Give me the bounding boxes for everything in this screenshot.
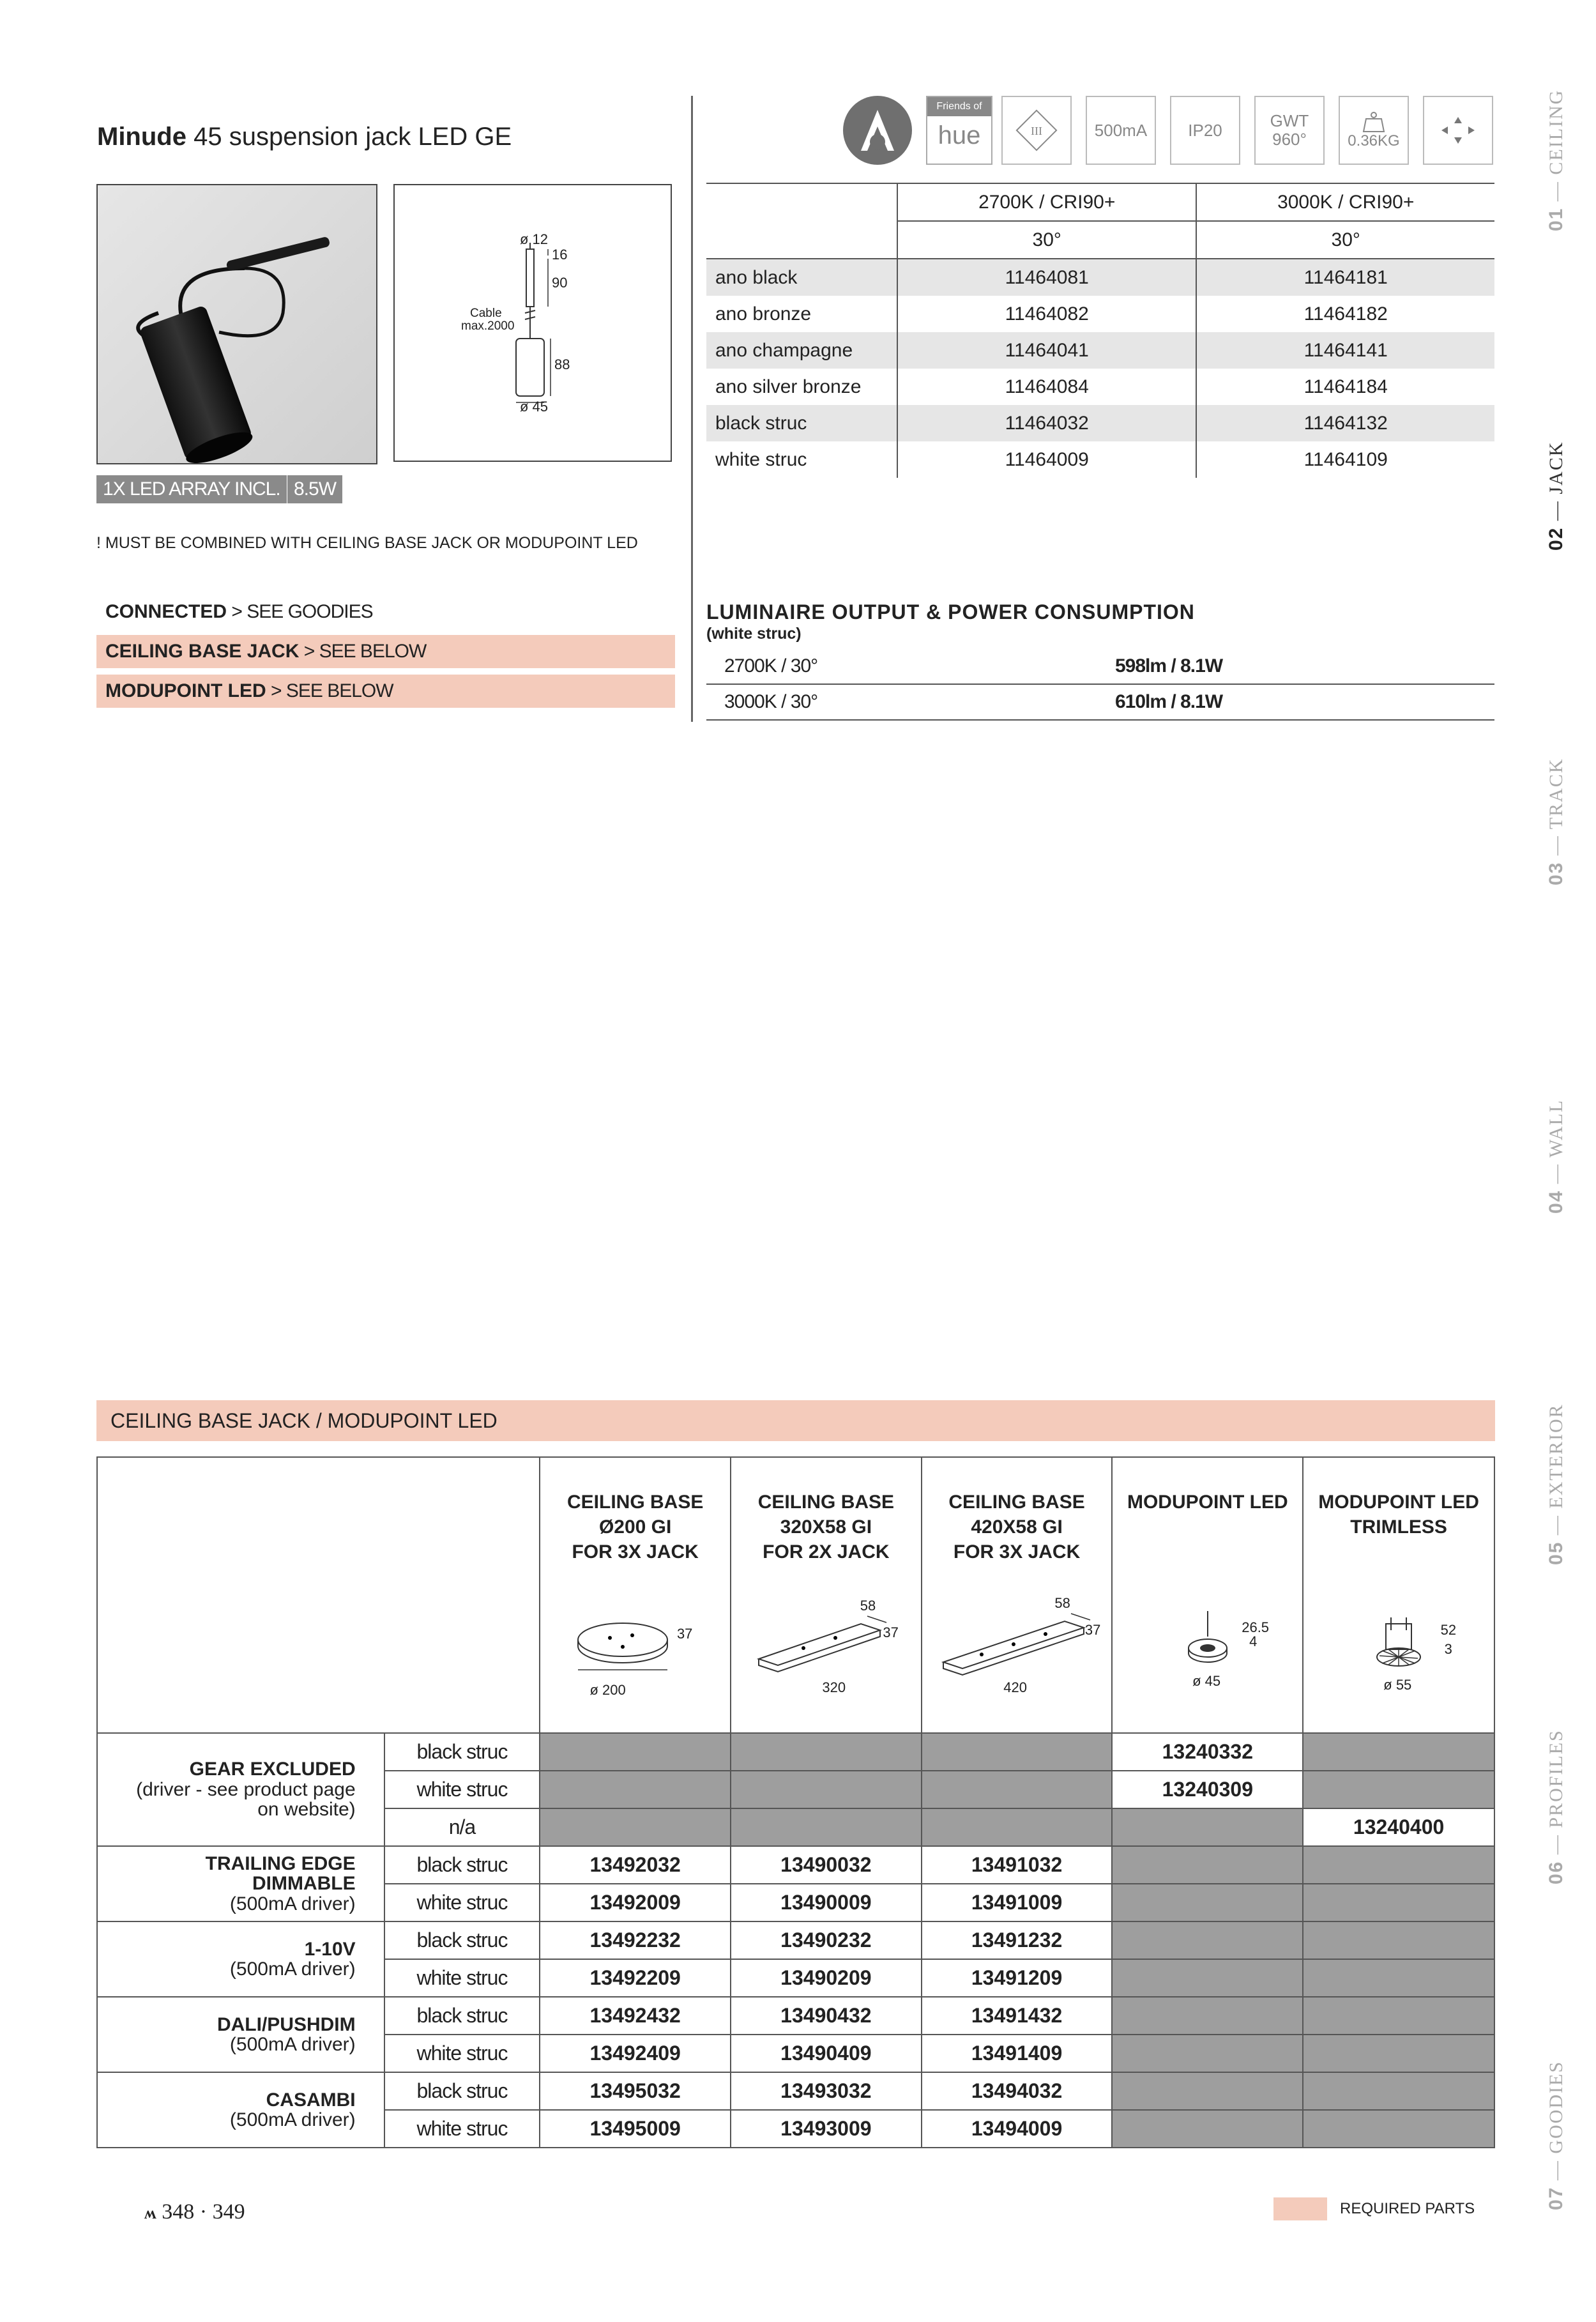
finish-cell: white struc	[384, 1959, 540, 1997]
article-code: 13491009	[922, 1884, 1113, 1921]
dimension-label: 37	[676, 1626, 693, 1642]
not-available-cell	[731, 1733, 922, 1771]
variant-row	[706, 405, 1494, 441]
sidebar-item-track[interactable]: 03 — TRACK	[1546, 758, 1567, 885]
article-code: 13492432	[540, 1997, 731, 2035]
not-available-cell	[1112, 2110, 1303, 2148]
article-code: 13492009	[540, 1884, 731, 1921]
finish-cell: white struc	[384, 1884, 540, 1921]
finish-cell: ano black	[706, 259, 897, 296]
legend-label: REQUIRED PARTS	[1340, 2200, 1475, 2217]
article-code: 11464184	[1196, 369, 1494, 405]
not-available-cell	[1303, 1733, 1494, 1771]
friends-of-label: Friends of	[927, 97, 991, 116]
article-code: 13490032	[731, 1846, 922, 1884]
link-modupoint-target: > SEE BELOW	[266, 680, 393, 701]
link-connected[interactable]	[96, 595, 675, 629]
driver-group-label	[97, 1997, 384, 2072]
not-available-cell	[1303, 2072, 1494, 2110]
driver-title: DALI/PUSHDIM	[217, 2013, 356, 2035]
article-code: 13240332	[1112, 1733, 1303, 1771]
friends-of-hue-icon	[926, 96, 992, 165]
product-column-header	[1303, 1457, 1494, 1733]
not-available-cell	[1303, 1921, 1494, 1959]
dimension-label: 52	[1440, 1622, 1457, 1638]
beam-2700k: 30°	[897, 221, 1196, 259]
not-available-cell	[540, 1733, 731, 1771]
sidebar-item-jack[interactable]: 02 — JACK	[1546, 441, 1567, 551]
dimension-label: 420	[1003, 1679, 1028, 1695]
link-modupoint-led[interactable]	[96, 675, 675, 708]
dimension-label: 58	[860, 1598, 876, 1614]
article-code: 11464084	[897, 369, 1196, 405]
article-code: 13494032	[922, 2072, 1113, 2110]
driver-group-label	[97, 1733, 384, 1846]
article-code: 11464032	[897, 405, 1196, 441]
article-code: 13491232	[922, 1921, 1113, 1959]
column-subtitle: 420X58 GI	[971, 1516, 1063, 1538]
dimension-label: 37	[1084, 1622, 1101, 1638]
not-available-cell	[1112, 1997, 1303, 2035]
finish-cell: white struc	[384, 1771, 540, 1808]
not-available-cell	[1303, 1771, 1494, 1808]
column-title: MODUPOINT LED	[1318, 1492, 1479, 1513]
driver-row	[97, 1846, 1494, 1884]
dim-90: 90	[552, 275, 568, 291]
sidebar-item-profiles[interactable]: 06 — PROFILES	[1546, 1729, 1567, 1884]
article-code: 11464181	[1196, 259, 1494, 296]
column-title: MODUPOINT LED	[1127, 1492, 1288, 1513]
driver-title: TRAILING EDGE DIMMABLE	[205, 1852, 356, 1895]
column-subtitle: Ø200 GI	[598, 1516, 672, 1538]
output-subtitle: (white struc)	[706, 625, 802, 643]
article-code: 13492409	[540, 2035, 731, 2072]
column-subtitle: TRIMLESS	[1350, 1516, 1447, 1538]
dim-cable: Cable	[470, 307, 502, 320]
header-3000k: 3000K / CRI90+	[1196, 184, 1494, 221]
variants-table	[706, 184, 1494, 478]
dim-16: 16	[552, 247, 568, 263]
not-available-cell	[1303, 1846, 1494, 1884]
article-code: 13493009	[731, 2110, 922, 2148]
column-title: CEILING BASE	[948, 1492, 1085, 1513]
finish-cell: black struc	[384, 1846, 540, 1884]
finish-cell: black struc	[384, 1997, 540, 2035]
weight-icon	[1339, 96, 1409, 165]
section-title-text: CEILING BASE JACK / MODUPOINT LED	[110, 1409, 498, 1432]
article-code: 13492209	[540, 1959, 731, 1997]
link-ceiling-base-label: CEILING BASE JACK	[105, 641, 300, 662]
finish-cell: ano bronze	[715, 303, 812, 325]
not-available-cell	[731, 1771, 922, 1808]
dimension-label: ø 200	[589, 1682, 626, 1698]
driver-group-label	[97, 1921, 384, 1997]
bases-table	[96, 1456, 1495, 2148]
sidebar-item-ceiling[interactable]: 01 — CEILING	[1546, 89, 1567, 231]
not-available-cell	[731, 1808, 922, 1846]
output-label: 3000K / 30°	[724, 691, 818, 712]
finish-cell: ano silver bronze	[715, 376, 862, 397]
driver-row	[97, 2072, 1494, 2110]
not-available-cell	[1303, 1959, 1494, 1997]
column-subtitle-2: FOR 3X JACK	[572, 1541, 699, 1562]
not-available-cell	[1303, 2110, 1494, 2148]
driver-row	[97, 1921, 1494, 1959]
article-code: 13490209	[731, 1959, 922, 1997]
output-row	[706, 685, 1494, 721]
driver-note: (500mA driver)	[229, 1893, 356, 1914]
variant-row	[706, 332, 1494, 369]
brand-logo-icon	[843, 96, 912, 165]
wattage-badge: 8.5W	[287, 475, 342, 503]
product-column-header	[731, 1457, 922, 1733]
not-available-cell	[1112, 2072, 1303, 2110]
variant-row	[706, 441, 1494, 478]
not-available-cell	[1112, 1884, 1303, 1921]
driver-note-2: on website)	[257, 1799, 356, 1821]
section-title	[96, 1400, 1495, 1441]
article-code: 13493032	[731, 2072, 922, 2110]
dimension-label: ø 55	[1383, 1677, 1412, 1693]
driver-title: 1-10V	[304, 1938, 356, 1960]
driver-title: CASAMBI	[266, 2089, 356, 2111]
legend-swatch	[1273, 2197, 1327, 2220]
driver-note: (500mA driver)	[229, 1959, 356, 1980]
dimension-label: ø 45	[1192, 1673, 1221, 1689]
column-drawing	[1303, 1592, 1494, 1700]
not-available-cell	[540, 1808, 731, 1846]
finish-cell: black struc	[384, 1921, 540, 1959]
finish-cell: white struc	[384, 2035, 540, 2072]
protection-class-icon	[1001, 96, 1072, 165]
not-available-cell	[1112, 2035, 1303, 2072]
weight-value: 0.36KG	[1348, 132, 1400, 149]
combination-notice: ! MUST BE COMBINED WITH CEILING BASE JACK OR MODUPOINT LED	[96, 534, 638, 552]
column-drawing	[540, 1592, 730, 1700]
article-code: 11464132	[1196, 405, 1494, 441]
article-code: 13491209	[922, 1959, 1113, 1997]
not-available-cell	[1303, 1884, 1494, 1921]
class-numeral: III	[1031, 125, 1042, 137]
article-code: 11464081	[897, 259, 1196, 296]
dimension-label: 58	[1054, 1595, 1070, 1611]
gwt-temp: 960°	[1272, 130, 1307, 149]
article-code: 13492232	[540, 1921, 731, 1959]
current-icon: 500mA	[1086, 96, 1156, 165]
driver-group-label	[97, 1846, 384, 1921]
not-available-cell	[540, 1771, 731, 1808]
not-available-cell	[1112, 1921, 1303, 1959]
article-code: 11464082	[897, 296, 1196, 332]
link-connected-target: > SEE GOODIES	[227, 601, 373, 622]
article-code: 11464041	[897, 332, 1196, 369]
column-title: CEILING BASE	[757, 1492, 895, 1513]
output-row	[706, 649, 1494, 685]
finish-cell: black struc	[706, 405, 897, 441]
article-code: 13490432	[731, 1997, 922, 2035]
driver-note: (500mA driver)	[229, 2109, 356, 2130]
output-value: 598lm / 8.1W	[1115, 655, 1223, 676]
product-column-header	[540, 1457, 731, 1733]
article-code: 13495032	[540, 2072, 731, 2110]
finish-cell: black struc	[384, 1733, 540, 1771]
dimension-label: 26.5	[1242, 1619, 1270, 1635]
dimension-label: 4	[1249, 1633, 1258, 1649]
not-available-cell	[1112, 1846, 1303, 1884]
not-available-cell	[1112, 1808, 1303, 1846]
driver-row	[97, 1997, 1494, 2035]
article-code: 11464141	[1196, 332, 1494, 369]
sidebar-item-wall[interactable]: 04 — WALL	[1546, 1099, 1567, 1214]
sidebar-item-exterior[interactable]: 05 — EXTERIOR	[1546, 1403, 1567, 1565]
driver-note: (500mA driver)	[229, 2034, 356, 2055]
glow-wire-icon	[1254, 96, 1325, 165]
header-2700k: 2700K / CRI90+	[897, 184, 1196, 221]
column-drawing	[922, 1592, 1112, 1700]
link-connected-label: CONNECTED	[105, 601, 227, 622]
led-array-badge: 1X LED ARRAY INCL.	[96, 475, 287, 503]
column-divider	[691, 96, 693, 722]
finish-cell: white struc	[384, 2110, 540, 2148]
driver-row	[97, 1733, 1494, 1771]
output-label: 2700K / 30°	[724, 655, 818, 676]
variant-row	[706, 296, 1494, 332]
hue-label: hue	[938, 121, 981, 149]
dimension-drawing	[393, 184, 672, 462]
not-available-cell	[922, 1771, 1113, 1808]
ip-rating-icon: IP20	[1170, 96, 1240, 165]
article-code: 13491409	[922, 2035, 1113, 2072]
driver-title: GEAR EXCLUDED	[189, 1759, 356, 1780]
not-available-cell	[1112, 1959, 1303, 1997]
article-code: 13494009	[922, 2110, 1113, 2148]
article-code: 13495009	[540, 2110, 731, 2148]
dim-diameter-top: ø 12	[520, 231, 549, 247]
article-code: 11464182	[1196, 296, 1494, 332]
not-available-cell	[922, 1808, 1113, 1846]
column-drawing	[1113, 1592, 1302, 1700]
column-title: CEILING BASE	[566, 1492, 704, 1513]
finish-cell: white struc	[715, 448, 807, 470]
variant-row	[706, 369, 1494, 405]
driver-group-label	[97, 2072, 384, 2148]
column-drawing	[731, 1592, 921, 1700]
not-available-cell	[1303, 1997, 1494, 2035]
adjustable-arrows-icon	[1423, 96, 1493, 165]
not-available-cell	[1303, 2035, 1494, 2072]
beam-3000k: 30°	[1196, 221, 1494, 259]
dim-diameter-bottom: ø 45	[520, 399, 549, 415]
gwt-label: GWT	[1270, 111, 1309, 131]
article-code: 13490009	[731, 1884, 922, 1921]
dim-88: 88	[554, 356, 570, 372]
not-available-cell	[922, 1733, 1113, 1771]
article-code: 13491032	[922, 1846, 1113, 1884]
article-code: 13240309	[1112, 1771, 1303, 1808]
product-column-header	[1112, 1457, 1303, 1733]
link-modupoint-label: MODUPOINT LED	[105, 680, 266, 701]
output-value: 610lm / 8.1W	[1115, 691, 1223, 712]
link-ceiling-base-target: > SEE BELOW	[299, 641, 427, 662]
sidebar-item-goodies[interactable]: 07 — GOODIES	[1546, 2060, 1567, 2210]
dimension-label: 320	[822, 1679, 846, 1695]
driver-note: (driver - see product page	[136, 1778, 356, 1800]
article-code: 13240400	[1303, 1808, 1494, 1846]
link-ceiling-base-jack[interactable]	[96, 635, 675, 668]
column-subtitle-2: FOR 3X JACK	[953, 1541, 1081, 1562]
product-title: Minude 45 suspension jack LED GE	[97, 123, 512, 151]
output-title: LUMINAIRE OUTPUT & POWER CONSUMPTION	[706, 600, 1195, 623]
dim-cable-length: max.2000	[461, 319, 515, 333]
article-code: 13490232	[731, 1921, 922, 1959]
page-numbers	[144, 2200, 245, 2224]
column-subtitle-2: FOR 2X JACK	[763, 1541, 890, 1562]
article-code: 13490409	[731, 2035, 922, 2072]
article-code: 11464109	[1196, 441, 1494, 478]
product-photo	[96, 184, 377, 464]
dimension-label: 3	[1444, 1641, 1452, 1657]
finish-cell: black struc	[384, 2072, 540, 2110]
dimension-label: 37	[883, 1624, 899, 1640]
variant-row	[706, 259, 1494, 296]
finish-cell: ano champagne	[706, 332, 897, 369]
finish-cell: n/a	[384, 1808, 540, 1846]
article-code: 13491432	[922, 1997, 1113, 2035]
article-code: 13492032	[540, 1846, 731, 1884]
column-subtitle: 320X58 GI	[780, 1516, 872, 1538]
page-numbers-text: 348 · 349	[162, 2200, 245, 2224]
article-code: 11464009	[897, 441, 1196, 478]
product-column-header	[922, 1457, 1113, 1733]
brand-mark-icon: ʍ	[144, 2204, 156, 2222]
